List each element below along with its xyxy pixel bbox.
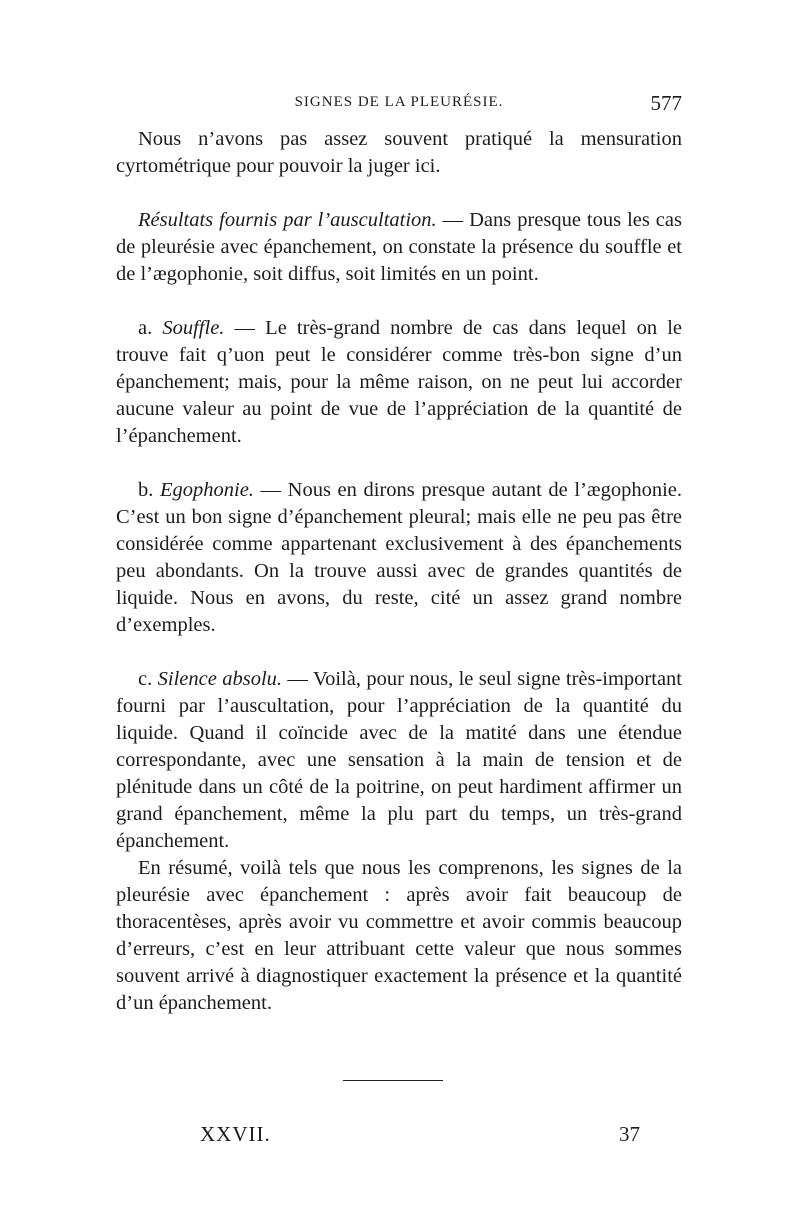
footer-rule <box>343 1080 443 1081</box>
list-marker: b. <box>138 479 154 501</box>
section-heading: Souffle. <box>162 317 225 339</box>
section-heading: Egophonie. <box>159 479 254 501</box>
sheet-number: 37 <box>619 1122 640 1146</box>
page-header <box>116 91 682 118</box>
paragraph-resume <box>116 855 682 1017</box>
paragraph-text: — Le très-grand nombre de cas dans lequel on le trouve fait q’uon peut le considérer comme très-bon signe d’un épanchement; mais, pour la même raison, on ne peut lui accorder aucune valeur au point de vue de l’appréciation de la quantité de l’épanchement. <box>116 317 682 447</box>
list-marker: a. <box>138 317 153 339</box>
section-heading: Silence absolu. <box>157 668 283 690</box>
paragraph-souffle <box>116 315 682 450</box>
signature-mark: XXVII. <box>200 1122 271 1146</box>
paragraph-text: — Nous en dirons presque autant de l’ægophonie. C’est un bon signe d’épanchement pleural; mais elle ne peu pas être considérée comme appartenant exclusivement à des épanchements peu abondants. On la trouve aussi avec de grandes quantités de liquide. Nous en avons, du reste, cité un assez grand nombre d’exemples. <box>116 479 682 636</box>
body-text <box>116 126 682 1017</box>
paragraph-mensuration <box>116 126 682 180</box>
paragraph-text: — Voilà, pour nous, le seul signe très-important fourni par l’auscultation, pour l’appréciation de la quantité du liquide. Quand il coïncide avec de la matité dans une étendue correspondante, avec une sensation à la main de tension et de plénitude dans un côté de la poitrine, on peut hardiment affirmer un grand épanchement, même la plu part du temps, un très-grand épanchement. <box>116 668 683 852</box>
section-heading: Résultats fournis par l’auscultation. <box>138 209 437 231</box>
list-marker: c. <box>138 668 153 690</box>
paragraph-egophonie <box>116 477 682 639</box>
running-head: SIGNES DE LA PLEURÉSIE. <box>294 94 504 110</box>
paragraph-text: — Dans presque tous les cas de pleurésie avec épanchement, on constate la présence du souffle et de l’ægophonie, soit diffus, soit limités en un point. <box>116 209 682 285</box>
paragraph-text: Nous n’avons pas assez souvent pratiqué la mensuration cyrtométrique pour pouvoir la juger ici. <box>116 128 682 177</box>
page-number: 577 <box>650 91 682 115</box>
paragraph-text: En résumé, voilà tels que nous les comprenons, les signes de la pleurésie avec épanchement : après avoir fait beaucoup de thoracentèses, après avoir vu commettre et avoir commis beaucoup d’erreurs, c’est en leur attribuant cette valeur que nous sommes souvent arrivé à diagnostiquer exactement la présence et la quantité d’un épanchement. <box>116 857 682 1014</box>
paragraph-silence <box>116 666 682 855</box>
page-footer <box>200 1122 640 1152</box>
paragraph-auscultation <box>116 207 682 288</box>
